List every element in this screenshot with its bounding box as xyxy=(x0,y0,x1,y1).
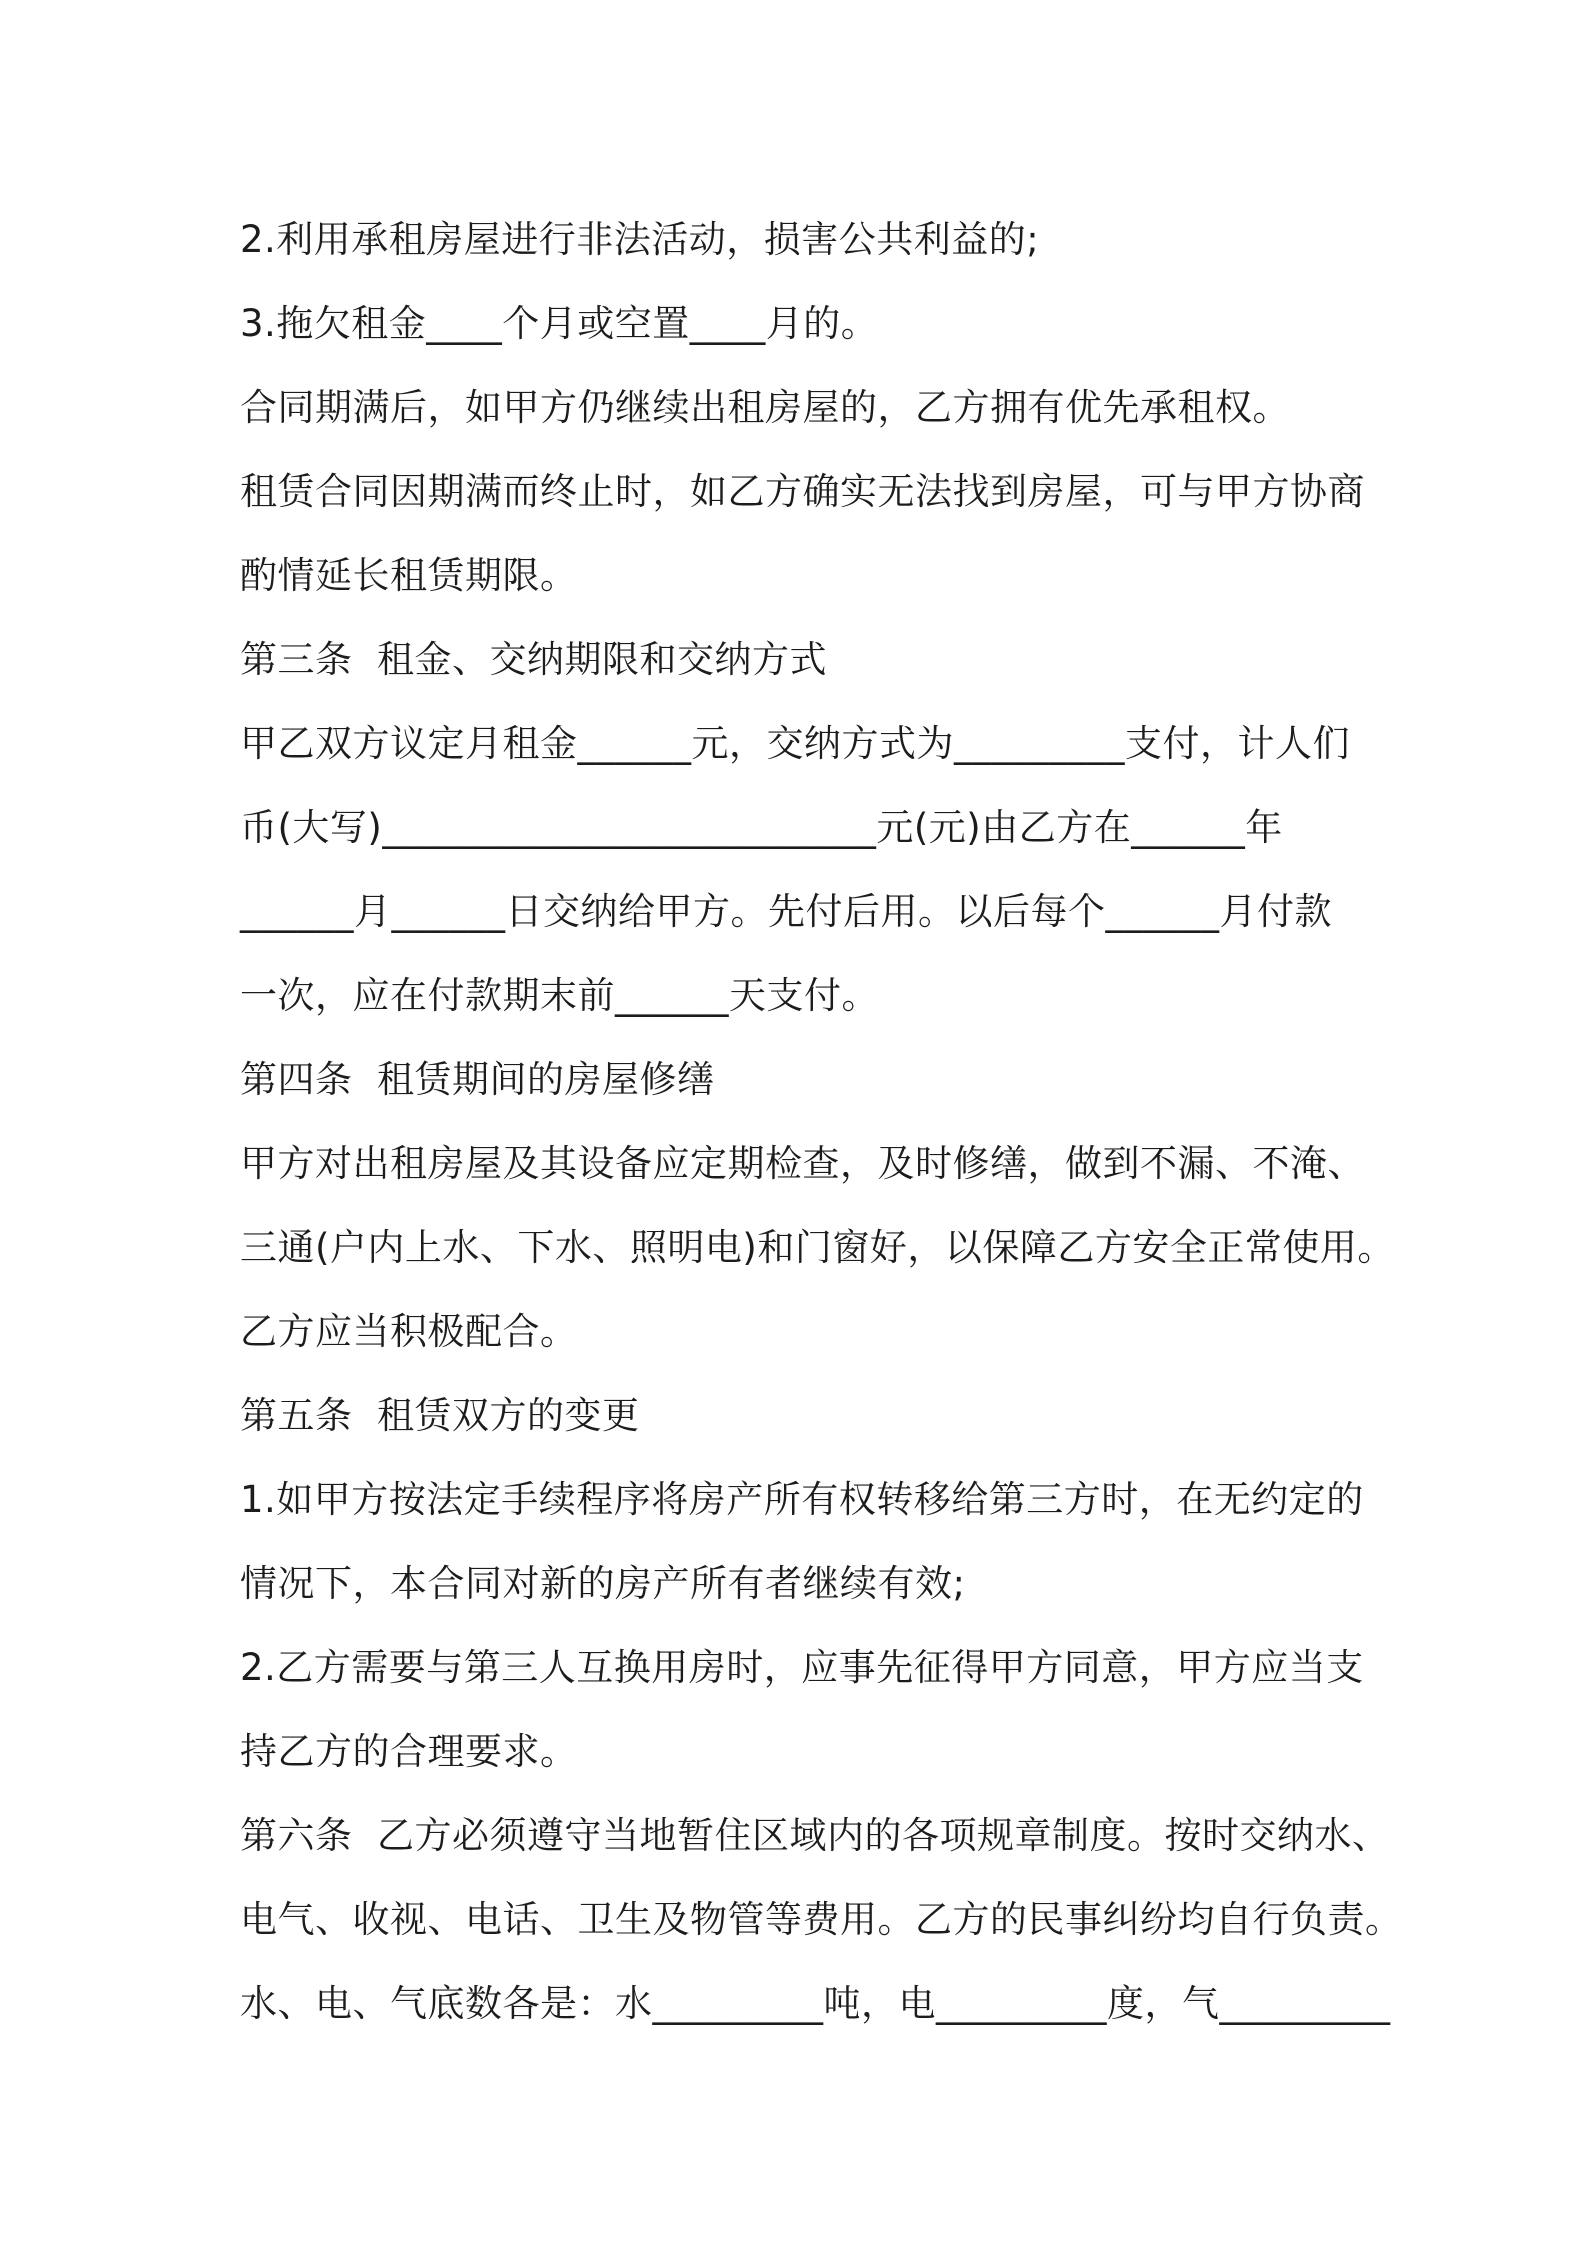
text-line: 币(大写)__________________________元(元)由乙方在______年 xyxy=(240,806,1283,849)
text-line: 一次，应在付款期末前______天支付。 xyxy=(240,974,879,1017)
text-line: 三通(户内上水、下水、照明电)和门窗好，以保障乙方安全正常使用。 xyxy=(240,1226,1395,1269)
text-line: ______月______日交纳给甲方。先付后用。以后每个______月付款 xyxy=(240,890,1332,933)
text-line: 甲方对出租房屋及其设备应定期检查，及时修缮，做到不漏、不淹、 xyxy=(240,1142,1365,1185)
text-line: 2.利用承租房屋进行非法活动，损害公共利益的; xyxy=(240,218,1040,261)
text-line: 情况下，本合同对新的房产所有者继续有效; xyxy=(240,1562,966,1605)
text-line: 1.如甲方按法定手续程序将房产所有权转移给第三方时，在无约定的 xyxy=(240,1478,1364,1521)
text-line: 电气、收视、电话、卫生及物管等费用。乙方的民事纠纷均自行负责。 xyxy=(240,1898,1403,1941)
text-line: 2.乙方需要与第三人互换用房时，应事先征得甲方同意，甲方应当支 xyxy=(240,1646,1364,1689)
section-heading: 第四条 租赁期间的房屋修缮 xyxy=(240,1058,715,1101)
text-line: 租赁合同因期满而终止时，如乙方确实无法找到房屋，可与甲方协商 xyxy=(240,470,1365,513)
text-line: 酌情延长租赁期限。 xyxy=(240,554,578,597)
section-heading: 第六条 乙方必须遵守当地暂住区域内的各项规章制度。按时交纳水、 xyxy=(240,1814,1390,1857)
text-line: 乙方应当积极配合。 xyxy=(240,1310,578,1353)
section-heading: 第五条 租赁双方的变更 xyxy=(240,1394,640,1437)
document-body xyxy=(240,198,1403,2046)
text-line: 甲乙双方议定月租金______元，交纳方式为_________支付，计人们 xyxy=(240,722,1350,765)
text-line: 合同期满后，如甲方仍继续出租房屋的，乙方拥有优先承租权。 xyxy=(240,386,1290,429)
section-heading: 第三条 租金、交纳期限和交纳方式 xyxy=(240,638,828,681)
text-line: 3.拖欠租金____个月或空置____月的。 xyxy=(240,302,879,345)
text-line: 水、电、气底数各是：水_________吨，电_________度，气_________ xyxy=(240,1982,1391,2025)
text-line: 持乙方的合理要求。 xyxy=(240,1730,578,1773)
